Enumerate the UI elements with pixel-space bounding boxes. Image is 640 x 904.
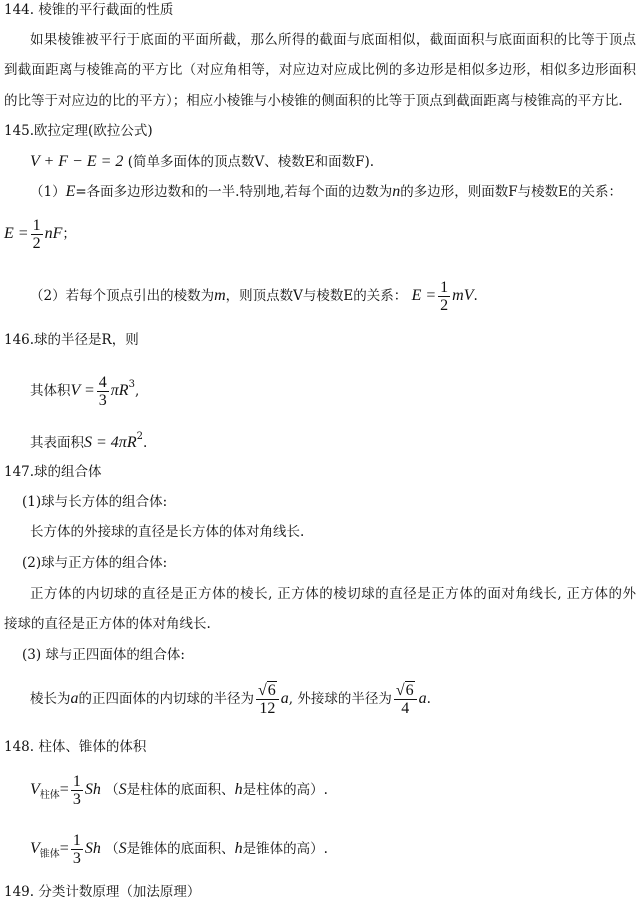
subscript-prism: 柱体 <box>39 790 60 801</box>
prism-volume-line <box>30 770 328 816</box>
section-148-heading: 148. 柱体、锥体的体积 <box>4 739 147 755</box>
var-V: V <box>30 781 40 798</box>
paren-open: （ <box>105 782 119 798</box>
section-144-para-line2: 到截面距离与棱锥高的平方比（对应角相等，对应边对应成比例的多边形是相似多边形，相似多边形面积 <box>4 62 636 78</box>
section-145-heading: 145.欧拉定理(欧拉公式) <box>4 123 153 139</box>
euler-formula-note: (简单多面体的顶点数V、棱数E和面数F). <box>127 154 375 170</box>
fraction-four-thirds: $\frac{4}{3}$ <box>98 374 107 409</box>
section-147-heading: 147.球的组合体 <box>4 464 102 480</box>
volume-lhs: V = <box>70 382 95 399</box>
period: . <box>426 691 431 707</box>
sphere-volume-line <box>30 365 139 411</box>
area-formula: S = 4πR <box>84 434 137 451</box>
formula-lhs: E = <box>4 225 29 242</box>
fraction-one-third: $\frac{1}{3}$ <box>72 832 81 867</box>
item1-prefix: （1） <box>30 184 66 200</box>
paren-open: （ <box>105 841 119 857</box>
section-149-heading: 149. 分类计数原理（加法原理） <box>4 884 201 900</box>
pyramid-volume-line <box>30 829 328 875</box>
euler-formula: V + F − E = 2 <box>30 153 124 170</box>
exponent-2: 2 <box>136 431 143 442</box>
euler-item1-line <box>30 182 622 202</box>
formula-rhs: Sh <box>84 781 101 798</box>
note-b: 是柱体的底面积、 <box>126 782 235 798</box>
item1-text-a: =各面多边形边数和的一半.特别地,若每个面的边数为 <box>75 184 393 200</box>
semicolon: ； <box>62 226 76 242</box>
section-146-heading: 146.球的半径是R，则 <box>4 332 139 348</box>
var-V: V <box>30 840 40 857</box>
fraction-one-third: $\frac{1}{3}$ <box>72 773 81 808</box>
sub2-heading: (2)球与正方体的组合体: <box>22 555 168 571</box>
var-m: m <box>214 287 226 304</box>
exponent-3: 3 <box>128 379 135 390</box>
var-S: S <box>118 781 127 798</box>
volume-label: 其体积 <box>30 383 71 399</box>
var-a: a <box>418 690 427 707</box>
section-144-heading: 144. 棱锥的平行截面的性质 <box>4 2 174 18</box>
item2-text-a: （2）若每个顶点引出的棱数为 <box>30 288 215 304</box>
equals: = <box>59 781 69 798</box>
sub3-text-c: , 外接球的半径为 <box>288 691 392 707</box>
period: . <box>142 435 148 451</box>
sub3-line <box>30 678 431 720</box>
var-h: h <box>234 781 243 798</box>
sub1-text: 长方体的外接球的直径是长方体的体对角线长. <box>30 524 305 540</box>
sphere-area-line <box>30 427 147 453</box>
item2-text-b: ，则顶点数V与棱数E的关系： <box>225 288 408 304</box>
subscript-pyramid: 锥体 <box>39 849 60 860</box>
var-S: S <box>118 840 127 857</box>
euler-formula-line <box>30 152 374 172</box>
note-b: 是锥体的底面积、 <box>126 841 235 857</box>
period: . <box>473 288 478 304</box>
area-label: 其表面积 <box>30 435 84 451</box>
euler-item1-formula <box>4 214 76 254</box>
sub2-text-line2: 接球的直径是正方体的体对角线长. <box>4 616 211 632</box>
inradius-fraction: $\frac{√6}{12}$ <box>256 682 279 717</box>
fraction-one-half: $\frac{1}{2}$ <box>32 217 41 252</box>
sub3-text-b: 的正四面体的内切球的半径为 <box>78 691 254 707</box>
equals: = <box>59 840 69 857</box>
section-144-para-line1: 如果棱锥被平行于底面的平面所截，那么所得的截面与底面相似，截面面积与底面面积的比等于顶点 <box>30 32 636 48</box>
var-n: n <box>392 183 401 200</box>
section-144-para-line3: 的比等于对应边的比的平方）；相应小棱锥与小棱锥的侧面积的比等于顶点到截面距离与棱锥高的平方比. <box>4 93 623 109</box>
circumradius-fraction: $\frac{√6}{4}$ <box>394 682 417 717</box>
euler-item2-line <box>30 276 478 316</box>
sub2-text-line1: 正方体的内切球的直径是正方体的棱长, 正方体的棱切球的直径是正方体的面对角线长, 正方体的外 <box>30 586 636 602</box>
comma: , <box>134 383 140 399</box>
note-c: 是柱体的高）. <box>242 782 328 798</box>
var-h: h <box>234 840 243 857</box>
sub3-text-a: 棱长为 <box>30 691 71 707</box>
sub3-heading: (3) 球与正四面体的组合体: <box>22 647 185 663</box>
fraction-one-half: $\frac{1}{2}$ <box>440 279 449 314</box>
formula-rhs: nF <box>44 225 63 242</box>
item1-text-b: 的多边形，则面数F与棱数E的关系： <box>400 184 623 200</box>
var-E: E <box>65 183 76 200</box>
sub1-heading: (1)球与长方体的组合体: <box>22 494 168 510</box>
volume-rhs: πR <box>110 382 129 399</box>
var-a: a <box>280 690 289 707</box>
formula-rhs: Sh <box>84 840 101 857</box>
formula-rhs: mV <box>452 287 474 304</box>
var-a: a <box>70 690 79 707</box>
note-c: 是锥体的高）. <box>242 841 328 857</box>
formula-lhs: E = <box>411 287 437 304</box>
